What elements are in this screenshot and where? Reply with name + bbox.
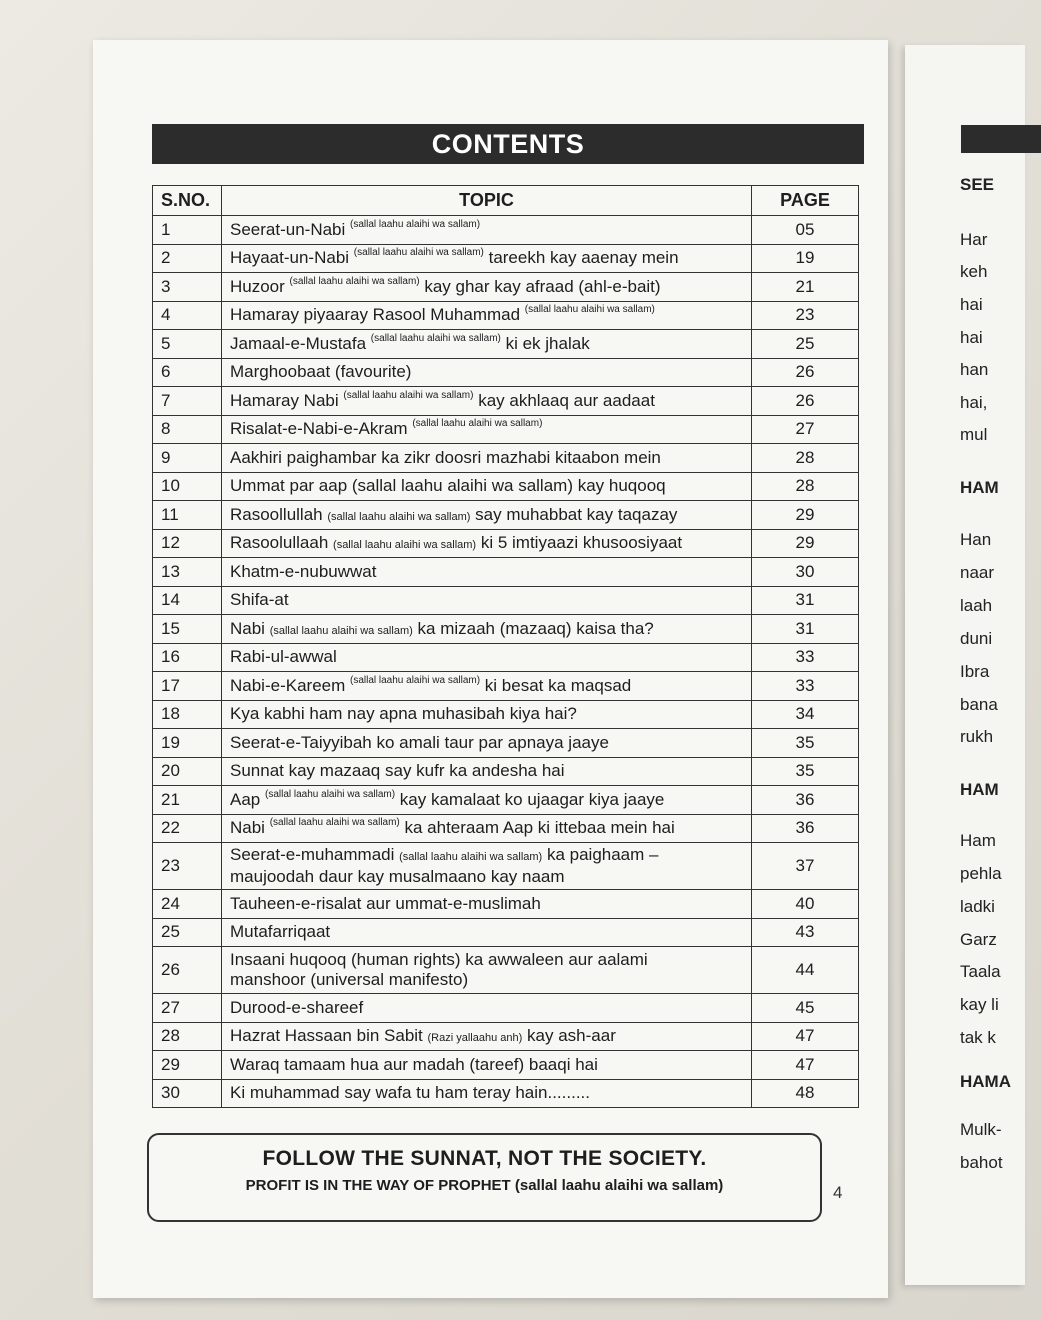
row-topic	[222, 415, 752, 444]
row-number: 14	[153, 586, 222, 615]
footer-subtitle: PROFIT IS IN THE WAY OF PROPHET (sallal laahu alaihi wa sallam)	[245, 1177, 724, 1194]
right-page-text: hai	[960, 328, 983, 347]
row-topic	[222, 1022, 752, 1051]
topic-text-continued: kay ash-aar	[527, 1026, 616, 1046]
topic-text: Rabi-ul-awwal	[230, 647, 337, 667]
table-row	[153, 947, 859, 994]
row-page: 44	[752, 947, 859, 994]
row-topic	[222, 301, 752, 330]
table-row	[153, 244, 859, 273]
topic-text: Huzoor	[230, 276, 285, 296]
row-page: 35	[752, 729, 859, 758]
row-topic	[222, 1051, 752, 1080]
right-page-heading: SEE	[960, 175, 995, 194]
table-row	[153, 700, 859, 729]
right-page-text: Mulk-	[960, 1120, 1002, 1139]
row-topic	[222, 814, 752, 843]
salutation-note: (sallal laahu alaihi wa sallam)	[289, 275, 420, 287]
book-page-right	[905, 45, 1025, 1285]
topic-text: Jamaal-e-Mustafa	[230, 333, 367, 353]
right-page-text: kay li	[960, 995, 999, 1014]
row-page: 31	[752, 586, 859, 615]
row-topic	[222, 501, 752, 530]
row-number: 27	[153, 994, 222, 1023]
salutation-note: (sallal laahu alaihi wa sallam)	[412, 418, 543, 430]
row-page: 29	[752, 529, 859, 558]
topic-text: Tauheen-e-risalat aur ummat-e-muslimah	[230, 893, 541, 913]
topic-text: Nabi	[230, 618, 265, 638]
topic-text-continued: ki 5 imtiyaazi khusoosiyaat	[480, 533, 683, 553]
right-page-text: Har	[960, 230, 988, 249]
topic-text: Mutafarriqaat	[230, 922, 331, 942]
right-page-text: laah	[960, 596, 993, 615]
table-row	[153, 301, 859, 330]
row-page: 37	[752, 843, 859, 890]
row-topic	[222, 558, 752, 587]
right-page-text: Garz	[960, 930, 997, 949]
row-topic	[222, 586, 752, 615]
topic-text: Ki muhammad say wafa tu ham teray hain.........	[230, 1083, 590, 1103]
row-page: 28	[752, 444, 859, 473]
salutation-note: (sallal laahu alaihi wa sallam)	[327, 510, 471, 523]
row-topic	[222, 387, 752, 416]
right-page-text: Han	[960, 530, 992, 549]
page-header: PAGE	[752, 186, 859, 216]
row-number: 15	[153, 615, 222, 644]
row-number: 16	[153, 643, 222, 672]
row-page: 05	[752, 216, 859, 245]
row-number: 17	[153, 672, 222, 701]
topic-text-continued: kay akhlaaq aur aadaat	[478, 390, 655, 410]
salutation-note: (sallal laahu alaihi wa sallam)	[343, 389, 474, 401]
row-number: 9	[153, 444, 222, 473]
salutation-note: (sallal laahu alaihi wa sallam)	[350, 218, 481, 230]
topic-text-continued: kay kamalaat ko ujaagar kiya jaaye	[399, 789, 665, 809]
topic-text: Insaani huqooq (human rights) ka awwaleen aur aalami	[230, 950, 648, 969]
row-number: 2	[153, 244, 222, 273]
row-topic	[222, 786, 752, 815]
right-page-title-bar	[961, 125, 1041, 153]
salutation-note: (Razi yallaahu anh)	[427, 1032, 523, 1045]
row-topic	[222, 529, 752, 558]
table-row	[153, 843, 859, 890]
salutation-note: (sallal laahu alaihi wa sallam)	[269, 624, 413, 637]
topic-text: Sunnat kay mazaaq say kufr ka andesha hai	[230, 761, 565, 781]
row-number: 4	[153, 301, 222, 330]
row-number: 28	[153, 1022, 222, 1051]
topic-text-line2: manshoor (universal manifesto)	[230, 970, 469, 989]
row-page: 19	[752, 244, 859, 273]
table-row	[153, 586, 859, 615]
row-number: 5	[153, 330, 222, 359]
row-page: 40	[752, 890, 859, 919]
footer-banner	[147, 1133, 822, 1222]
row-topic	[222, 1079, 752, 1108]
right-page-text: han	[960, 360, 989, 379]
row-topic	[222, 244, 752, 273]
right-page-text: Taala	[960, 962, 1001, 981]
table-row	[153, 472, 859, 501]
table-row	[153, 330, 859, 359]
right-page-heading: HAM	[960, 478, 999, 497]
row-page: 27	[752, 415, 859, 444]
topic-text-line2: maujoodah daur kay musalmaano kay naam	[230, 867, 565, 886]
right-page-text: rukh	[960, 727, 994, 746]
topic-text: Seerat-e-Taiyyibah ko amali taur par apnaya jaaye	[230, 732, 609, 752]
right-page-text: Ibra	[960, 662, 990, 681]
table-row	[153, 994, 859, 1023]
right-page-text: tak k	[960, 1028, 996, 1047]
table-row	[153, 415, 859, 444]
row-number: 1	[153, 216, 222, 245]
topic-text: Hazrat Hassaan bin Sabit	[230, 1026, 423, 1046]
table-row	[153, 615, 859, 644]
row-number: 23	[153, 843, 222, 890]
row-page: 29	[752, 501, 859, 530]
topic-text: Hayaat-un-Nabi	[230, 248, 350, 268]
table-row	[153, 558, 859, 587]
row-topic	[222, 330, 752, 359]
row-page: 33	[752, 643, 859, 672]
salutation-note: (sallal laahu alaihi wa sallam)	[333, 539, 477, 552]
table-row	[153, 387, 859, 416]
row-topic	[222, 615, 752, 644]
salutation-note: (sallal laahu alaihi wa sallam)	[353, 247, 484, 259]
table-row	[153, 814, 859, 843]
topic-text: Seerat-e-muhammadi	[230, 845, 395, 864]
topic-text: Rasoolullaah	[230, 533, 329, 553]
topic-header: TOPIC	[222, 186, 752, 216]
row-number: 8	[153, 415, 222, 444]
salutation-note: (sallal laahu alaihi wa sallam)	[399, 851, 543, 863]
topic-text-continued: ka mizaah (mazaaq) kaisa tha?	[417, 618, 654, 638]
topic-text: Khatm-e-nubuwwat	[230, 561, 377, 581]
table-row	[153, 1022, 859, 1051]
right-page-text: bana	[960, 695, 998, 714]
row-topic	[222, 358, 752, 387]
topic-text: Marghoobaat (favourite)	[230, 362, 412, 382]
row-page: 48	[752, 1079, 859, 1108]
topic-text-continued: say muhabbat kay taqazay	[475, 504, 678, 524]
row-topic	[222, 729, 752, 758]
right-page-text: duni	[960, 629, 993, 648]
row-page: 36	[752, 786, 859, 815]
table-row	[153, 444, 859, 473]
table-row	[153, 729, 859, 758]
topic-text: Nabi-e-Kareem	[230, 675, 346, 695]
row-topic	[222, 843, 752, 890]
row-number: 6	[153, 358, 222, 387]
row-page: 26	[752, 358, 859, 387]
row-topic	[222, 444, 752, 473]
table-row	[153, 501, 859, 530]
row-page: 28	[752, 472, 859, 501]
salutation-note: (sallal laahu alaihi wa sallam)	[524, 304, 655, 316]
salutation-note: (sallal laahu alaihi wa sallam)	[264, 788, 396, 800]
row-number: 10	[153, 472, 222, 501]
sno-header: S.NO.	[153, 186, 222, 216]
row-page: 30	[752, 558, 859, 587]
topic-text-continued: tareekh kay aaenay mein	[488, 248, 679, 268]
row-number: 26	[153, 947, 222, 994]
right-page-text: pehla	[960, 864, 1002, 883]
topic-text: Rasoollullah	[230, 504, 323, 524]
right-page-text: hai,	[960, 393, 988, 412]
topic-text: Ummat par aap (sallal laahu alaihi wa sallam) kay huqooq	[230, 476, 666, 496]
row-number: 20	[153, 757, 222, 786]
row-page: 45	[752, 994, 859, 1023]
table-row	[153, 216, 859, 245]
topic-text: Shifa-at	[230, 590, 289, 610]
table-row	[153, 918, 859, 947]
topic-text: Risalat-e-Nabi-e-Akram	[230, 419, 408, 439]
right-page-heading: HAMA	[960, 1072, 1011, 1091]
table-row	[153, 1051, 859, 1080]
right-page-text: keh	[960, 262, 988, 281]
topic-text: Durood-e-shareef	[230, 997, 364, 1017]
row-number: 12	[153, 529, 222, 558]
row-number: 22	[153, 814, 222, 843]
footer-slogan: FOLLOW THE SUNNAT, NOT THE SOCIETY.	[262, 1147, 707, 1170]
topic-text-continued: ki ek jhalak	[505, 333, 590, 353]
table-row	[153, 273, 859, 302]
topic-text-continued: ki besat ka maqsad	[484, 675, 632, 695]
salutation-note: (sallal laahu alaihi wa sallam)	[350, 674, 481, 686]
row-topic	[222, 700, 752, 729]
row-topic	[222, 918, 752, 947]
topic-text-continued: ka ahteraam Aap ki ittebaa mein hai	[404, 818, 675, 838]
topic-text: Hamaray piyaaray Rasool Muhammad	[230, 305, 521, 325]
table-row	[153, 786, 859, 815]
row-page: 33	[752, 672, 859, 701]
topic-text: Aap	[230, 789, 261, 809]
right-page-text: mul	[960, 425, 988, 444]
row-number: 3	[153, 273, 222, 302]
table-row	[153, 757, 859, 786]
row-page: 23	[752, 301, 859, 330]
row-number: 7	[153, 387, 222, 416]
salutation-note: (sallal laahu alaihi wa sallam)	[370, 332, 501, 344]
topic-text: Aakhiri paighambar ka zikr doosri mazhabi kitaabon mein	[230, 447, 661, 467]
contents-title: CONTENTS	[152, 124, 864, 164]
table-header-row	[153, 186, 859, 216]
row-topic	[222, 216, 752, 245]
right-page-text: ladki	[960, 897, 995, 916]
salutation-note: (sallal laahu alaihi wa sallam)	[269, 817, 400, 829]
row-page: 26	[752, 387, 859, 416]
topic-text: Nabi	[230, 818, 265, 838]
row-page: 25	[752, 330, 859, 359]
topic-text: Hamaray Nabi	[230, 390, 339, 410]
row-number: 30	[153, 1079, 222, 1108]
row-number: 24	[153, 890, 222, 919]
row-topic	[222, 947, 752, 994]
table-row	[153, 358, 859, 387]
row-number: 18	[153, 700, 222, 729]
row-number: 21	[153, 786, 222, 815]
topic-text-continued: kay ghar kay afraad (ahl-e-bait)	[424, 276, 661, 296]
right-page-text: bahot	[960, 1153, 1003, 1172]
row-topic	[222, 472, 752, 501]
row-page: 21	[752, 273, 859, 302]
row-topic	[222, 643, 752, 672]
table-row	[153, 672, 859, 701]
row-number: 19	[153, 729, 222, 758]
topic-text: Waraq tamaam hua aur madah (tareef) baaqi hai	[230, 1054, 598, 1074]
row-page: 31	[752, 615, 859, 644]
table-row	[153, 643, 859, 672]
row-topic	[222, 273, 752, 302]
topic-text: Kya kabhi ham nay apna muhasibah kiya hai?	[230, 704, 577, 724]
table-row	[153, 1079, 859, 1108]
row-page: 34	[752, 700, 859, 729]
row-number: 25	[153, 918, 222, 947]
topic-text-continued: ka paighaam –	[546, 845, 659, 864]
row-topic	[222, 757, 752, 786]
row-page: 43	[752, 918, 859, 947]
row-topic	[222, 994, 752, 1023]
row-number: 11	[153, 501, 222, 530]
contents-table	[152, 185, 859, 1108]
row-page: 35	[752, 757, 859, 786]
row-page: 47	[752, 1051, 859, 1080]
row-number: 13	[153, 558, 222, 587]
book-page-left	[93, 40, 888, 1298]
page-number: 4	[833, 1183, 843, 1202]
row-page: 36	[752, 814, 859, 843]
right-page-text: naar	[960, 563, 995, 582]
right-page-heading: HAM	[960, 780, 999, 799]
right-page-text: Ham	[960, 831, 996, 850]
topic-text: Seerat-un-Nabi	[230, 219, 346, 239]
table-row	[153, 890, 859, 919]
row-number: 29	[153, 1051, 222, 1080]
table-row	[153, 529, 859, 558]
row-page: 47	[752, 1022, 859, 1051]
row-topic	[222, 890, 752, 919]
right-page-text: hai	[960, 295, 983, 314]
row-topic	[222, 672, 752, 701]
